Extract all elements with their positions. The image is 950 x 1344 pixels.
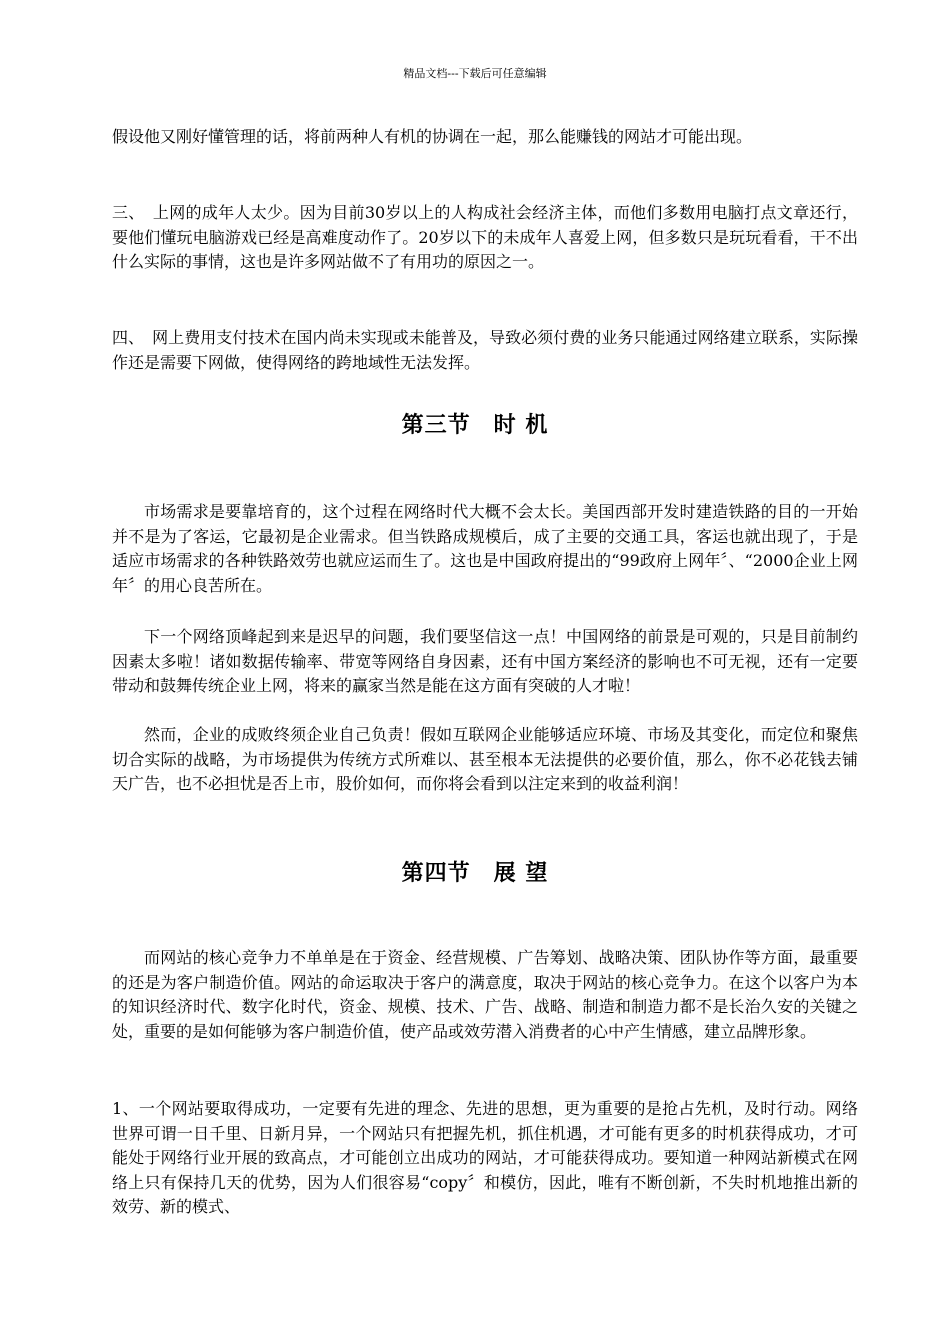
paragraph-market-demand: 市场需求是要靠培育的，这个过程在网络时代大概不会太长。美国西部开发时建造铁路的目的一开始并不是为了客运，它最初是企业需求。但当铁路成规模后，成了主要的交通工具，客运也就出现了，于是适应市场需求的各种铁路效劳也就应运而生了。这也是中国政府提出的“99政府上网年〞、“2000企业上网年〞的用心良苦所在。: [112, 502, 858, 595]
paragraph-point-three: 三、 上网的成年人太少。因为目前30岁以上的人构成社会经济主体，而他们多数用电脑打点文章还行，要他们懂玩电脑游戏已经是高难度动作了。20岁以下的未成年人喜爱上网，但多数只是玩玩看看，干不出什么实际的事情，这也是许多网站做不了有用功的原因之一。: [112, 203, 858, 272]
paragraph-continuation: 假设他又刚好懂管理的话，将前两种人有机的协调在一起，那么能赚钱的网站才可能出现。: [112, 127, 753, 146]
paragraph-point-four: 四、 网上费用支付技术在国内尚未实现或未能普及，导致必须付费的业务只能通过网络建立联系，实际操作还是需要下网做，使得网络的跨地域性无法发挥。: [112, 328, 858, 372]
section-heading-timing: 第三节 时 机: [401, 412, 549, 438]
paragraph-item-one: 1、一个网站要取得成功，一定要有先进的理念、先进的思想，更为重要的是抢占先机，及时行动。网络世界可谓一日千里、日新月异，一个网站只有把握先机，抓住机遇，才可能有更多的时机获得成功，才可能处于网络行业开展的致高点，才可能创立出成功的网站，才可能获得成功。要知道一种网站新模式在网络上只有保持几天的优势，因为人们很容易“copy〞和模仿，因此，唯有不断创新，不失时机地推出新的效劳、新的模式、: [112, 1099, 858, 1217]
paragraph-enterprise-success: 然而，企业的成败终须企业自己负责！假如互联网企业能够适应环境、市场及其变化，而定位和聚焦切合实际的战略，为市场提供为传统方式所难以、甚至根本无法提供的必要价值，那么，你不必花钱去铺天广告，也不必担忧是否上市，股价如何，而你将会看到以注定来到的收益利润！: [112, 725, 858, 794]
section-heading-outlook: 第四节 展 望: [401, 860, 549, 886]
paragraph-network-peak: 下一个网络顶峰起到来是迟早的问题，我们要坚信这一点！中国网络的前景是可观的，只是目前制约因素太多啦！诸如数据传输率、带宽等网络自身因素，还有中国方案经济的影响也不可无视，还有一定要带动和鼓舞传统企业上网，将来的赢家当然是能在这方面有突破的人才啦！: [112, 627, 858, 696]
paragraph-core-competitiveness: 而网站的核心竞争力不单单是在于资金、经营规模、广告筹划、战略决策、团队协作等方面，最重要的还是为客户制造价值。网站的命运取决于客户的满意度，取决于网站的核心竞争力。在这个以客户为本的知识经济时代、数字化时代，资金、规模、技术、广告、战略、制造和制造力都不是长治久安的关键之处，重要的是如何能够为客户制造价值，使产品或效劳潜入消费者的心中产生情感，建立品牌形象。: [112, 948, 858, 1041]
page-header: 精品文档---下载后可任意编辑: [403, 67, 547, 80]
